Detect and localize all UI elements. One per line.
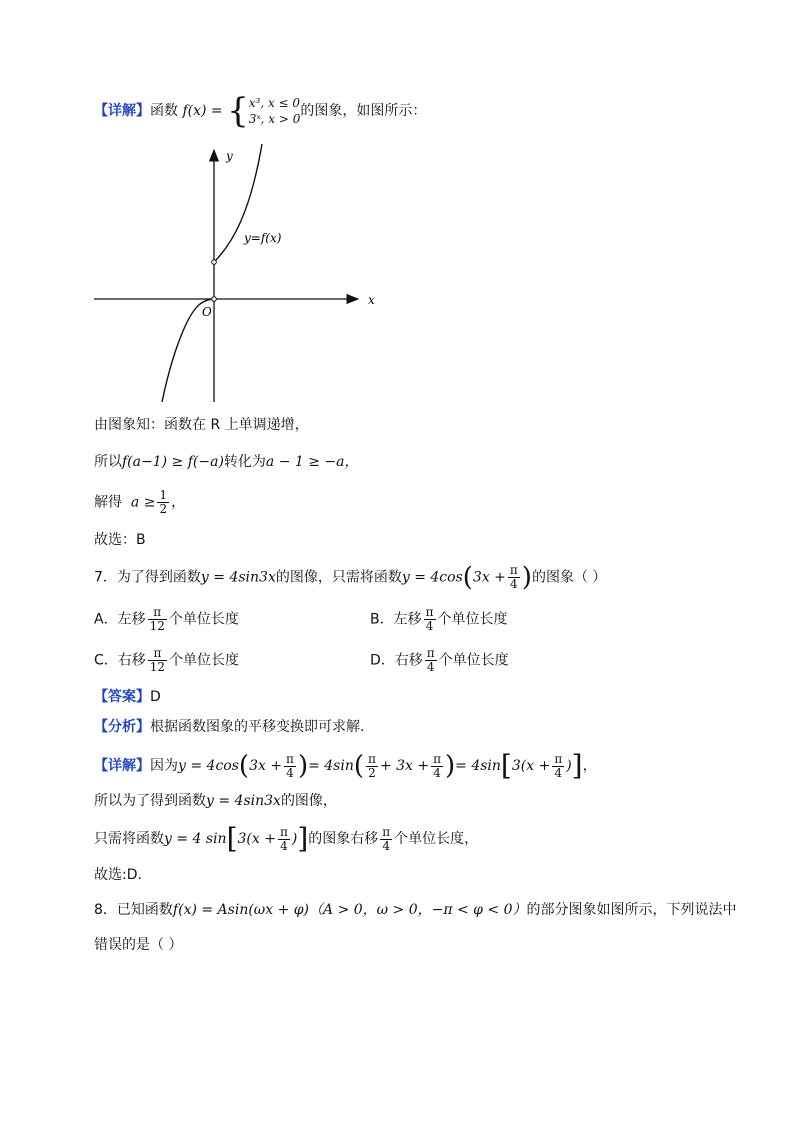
q7-prefix: 7．为了得到函数 xyxy=(94,569,201,586)
q8-conditions: （A > 0，ω > 0，−π < φ < 0） xyxy=(309,902,527,918)
q7-line3-suffix: 个单位长度， xyxy=(394,831,479,847)
detail-expr-3-close: ) xyxy=(566,758,572,774)
function-graph xyxy=(92,144,382,406)
frac-den-d: 4 xyxy=(554,765,563,780)
frac-den-e: 4 xyxy=(280,838,288,853)
bracket-close-1: ] xyxy=(571,749,583,782)
frac-den-f: 4 xyxy=(382,838,391,853)
case-1: x³, x ≤ 0 xyxy=(248,96,301,110)
frac-pi-4-c xyxy=(552,753,564,780)
option-d-num: π xyxy=(426,646,435,660)
q8-suffix: 的部分图象如图所示，下列说法中 xyxy=(526,902,737,918)
half-num: 1 xyxy=(159,488,168,502)
option-b-suffix: 个单位长度 xyxy=(437,611,508,628)
paren-open: ( xyxy=(462,562,473,593)
q8-stem-line-2: 错误的是（ ） xyxy=(94,937,183,953)
option-b xyxy=(370,606,508,633)
detail-expr-1: y = 4cos xyxy=(178,758,239,774)
paren-close-1: ) xyxy=(297,751,309,781)
solve-suffix: ， xyxy=(171,494,186,511)
analysis-line-2 xyxy=(94,451,359,473)
curve-label: y=f(x) xyxy=(244,231,282,245)
origin-label: O xyxy=(202,305,212,319)
origin-point xyxy=(212,297,217,302)
frac-pi-4-e xyxy=(380,826,392,853)
inequality-1: f(a−1) ≥ f(−a) xyxy=(122,454,224,470)
q7-analysis xyxy=(94,716,364,738)
option-d-fraction xyxy=(425,647,437,674)
q7-detail-line-3 xyxy=(94,822,479,855)
option-a-fraction xyxy=(148,606,167,633)
detail-expr-3: = 4sin xyxy=(455,758,501,774)
q7-line3-mid: 的图象右移 xyxy=(308,831,379,847)
option-a xyxy=(94,606,239,633)
q8-stem-line-1 xyxy=(94,899,737,921)
bracket-open-1: [ xyxy=(500,749,512,782)
x-axis-label: x xyxy=(368,293,375,307)
half-fraction xyxy=(157,489,169,516)
piecewise-brace: { xyxy=(227,91,249,131)
detail-line-1 xyxy=(94,91,427,131)
analysis-line-2-prefix: 所以 xyxy=(94,454,122,470)
paren-close: ) xyxy=(521,562,532,593)
q8-prefix: 8．已知函数 xyxy=(94,902,173,918)
detail-prefix-q7: 因为 xyxy=(150,758,178,774)
analysis-text: 根据函数图象的平移变换即可求解. xyxy=(150,719,365,735)
frac-pi-4-d xyxy=(278,826,290,853)
option-a-den: 12 xyxy=(149,619,165,633)
option-d-label: D．右移 xyxy=(370,652,423,669)
q7-line3-math: y = 4 sin xyxy=(164,831,227,847)
pi-num: π xyxy=(509,563,518,577)
option-d-den: 4 xyxy=(426,660,435,674)
q8-func: f(x) = Asin(ωx + φ) xyxy=(172,902,310,918)
piecewise-func: f(x) = xyxy=(182,103,223,119)
option-a-suffix: 个单位长度 xyxy=(168,611,239,628)
frac-num-a: π xyxy=(286,751,294,766)
q7-inner: 3x + xyxy=(472,569,506,586)
option-c xyxy=(94,647,239,674)
frac-num-c: π xyxy=(433,751,441,766)
option-d xyxy=(370,647,509,674)
option-b-fraction xyxy=(424,606,436,633)
answer-tag: 【答案】 xyxy=(94,689,150,705)
q7-line3-prefix: 只需将函数 xyxy=(94,831,164,847)
frac-pi-4-b xyxy=(431,753,443,780)
answer-line-b: 故选：B xyxy=(94,532,146,548)
four-den: 4 xyxy=(510,577,518,591)
detail-prefix: 函数 xyxy=(150,103,178,119)
frac-num-f: π xyxy=(382,824,391,839)
q7-detail-line-1 xyxy=(94,749,597,782)
analysis-line-1: 由图象知：函数在 R 上单调递增， xyxy=(94,417,309,433)
detail-expr-3-inner: 3(x + xyxy=(511,758,551,774)
detail-expr-2: = 4sin xyxy=(308,758,354,774)
inequality-2: a − 1 ≥ −a， xyxy=(265,454,359,470)
bracket-close-2: ] xyxy=(297,822,309,855)
detail-tag-q7: 【详解】 xyxy=(94,758,150,774)
q7-target-func: y = 4sin3x xyxy=(200,569,276,586)
solve-math: a ≥ xyxy=(130,494,156,511)
option-a-label: A．左移 xyxy=(94,611,146,628)
q7-final-answer: 故选:D. xyxy=(94,867,142,883)
analysis-tag: 【分析】 xyxy=(94,719,150,735)
frac-pi-4-a xyxy=(284,753,296,780)
detail-expr-2-inner: + 3x + xyxy=(379,758,430,774)
q7-line2-math: y = 4sin3x xyxy=(206,793,281,809)
detail-expr-1-inner: 3x + xyxy=(249,758,283,774)
paren-open-2: ( xyxy=(353,751,365,781)
frac-den-a: 4 xyxy=(286,765,294,780)
analysis-line-2-mid: 转化为 xyxy=(223,454,266,470)
option-c-den: 12 xyxy=(149,660,166,674)
frac-num-b: π xyxy=(368,751,376,766)
q7-pi-over-4 xyxy=(508,564,520,591)
frac-den-b: 2 xyxy=(368,765,376,780)
option-b-den: 4 xyxy=(425,619,434,633)
piecewise-cases xyxy=(249,95,301,127)
solve-prefix: 解得 xyxy=(94,494,122,511)
answer-value: D xyxy=(150,689,161,705)
bracket-open-2: [ xyxy=(226,822,238,855)
q7-source-func: y = 4cos xyxy=(401,569,463,586)
option-b-label: B．左移 xyxy=(370,611,422,628)
frac-pi-2 xyxy=(366,753,378,780)
option-c-fraction xyxy=(148,647,167,674)
paren-open-1: ( xyxy=(238,751,250,781)
case-2: 3ˣ, x > 0 xyxy=(248,112,301,126)
frac-den-c: 4 xyxy=(433,765,441,780)
q7-mid: 的图像，只需将函数 xyxy=(275,569,402,586)
analysis-line-3 xyxy=(94,489,185,516)
open-point xyxy=(212,260,217,265)
detail-tag: 【详解】 xyxy=(94,103,150,119)
detail-suffix-q7: ， xyxy=(582,758,597,774)
q7-detail-line-2 xyxy=(94,790,337,812)
detail-suffix: 的图象，如图所示： xyxy=(300,103,427,119)
option-a-num: π xyxy=(148,606,167,620)
q7-line3-inner: 3(x + xyxy=(237,831,276,847)
half-den: 2 xyxy=(159,502,168,516)
q7-suffix: 的图象（ ） xyxy=(531,569,607,586)
q7-line3-close: ) xyxy=(291,831,298,847)
q7-stem xyxy=(94,564,606,591)
paren-close-2: ) xyxy=(444,751,456,781)
frac-num-d: π xyxy=(554,751,563,766)
frac-num-e: π xyxy=(279,824,288,839)
option-b-num: π xyxy=(425,605,434,619)
q7-line2-prefix: 所以为了得到函数 xyxy=(94,793,206,809)
option-c-num: π xyxy=(148,647,167,661)
option-d-suffix: 个单位长度 xyxy=(438,652,509,669)
option-c-label: C．右移 xyxy=(94,652,146,669)
q7-answer xyxy=(94,686,161,708)
q7-line2-suffix: 的图像， xyxy=(280,793,337,809)
option-c-suffix: 个单位长度 xyxy=(169,652,240,669)
y-axis-label: y xyxy=(226,149,233,163)
